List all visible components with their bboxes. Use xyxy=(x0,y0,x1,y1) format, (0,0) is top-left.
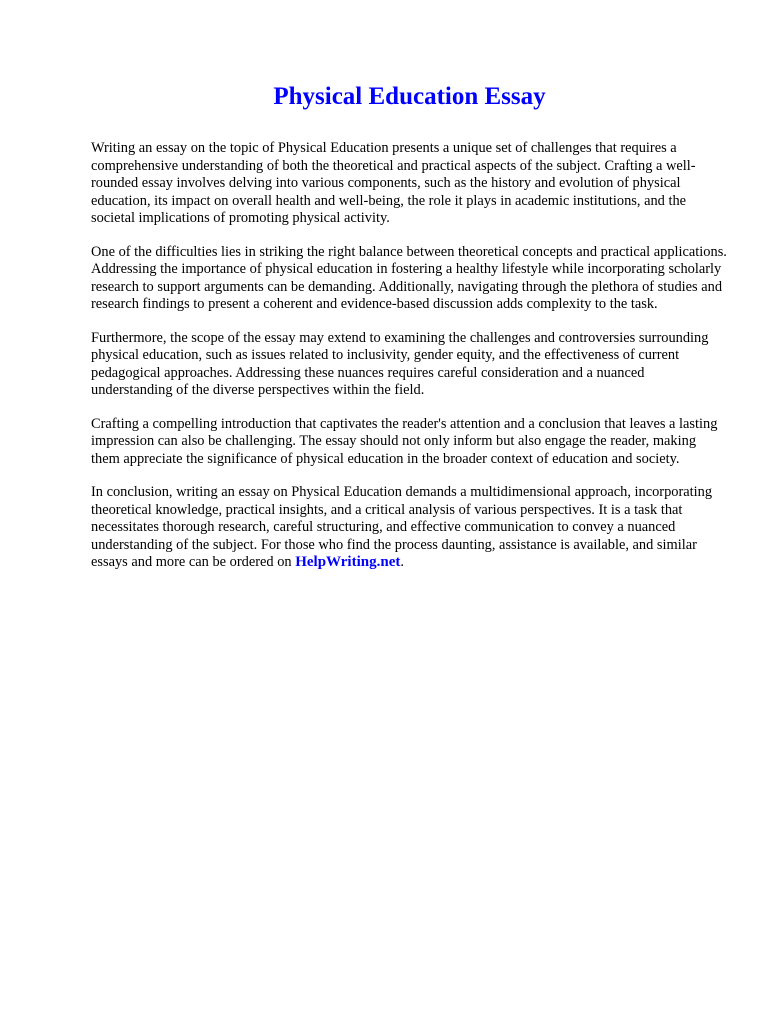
essay-body xyxy=(91,140,728,572)
paragraph-difficulties: One of the difficulties lies in striking the right balance between theoretical concepts and practical applications. Addressing the importance of physical education in fostering a healthy lifestyle while incorporating scholarly research to support arguments can be demanding. Additionally, navigating through the plethora of studies and research findings to present a coherent and evidence-based discussion adds complexity to the task. xyxy=(91,243,727,312)
conclusion-trailing: . xyxy=(400,554,404,570)
paragraph-conclusion xyxy=(91,484,728,572)
page-title: Physical Education Essay xyxy=(273,83,546,110)
paragraph-scope: Furthermore, the scope of the essay may extend to examining the challenges and controversies surrounding physical education, such as issues related to inclusivity, gender equity, and the effectiveness of current pedagogical approaches. Addressing these nuances requires careful consideration and a nuanced understanding of the diverse perspectives within the field. xyxy=(91,329,709,398)
conclusion-text: In conclusion, writing an essay on Physical Education demands a multidimensional approach, incorporating theoretical knowledge, practical insights, and a critical analysis of various perspectives. It is a task that necessitates thorough research, careful structuring, and effective communication to convey a nuanced understanding of the subject. For those who find the process daunting, assistance is available, and similar essays and more can be ordered on xyxy=(91,484,713,570)
helpwriting-link[interactable]: HelpWriting.net xyxy=(295,554,401,570)
paragraph-introduction-conclusion: Crafting a compelling introduction that captivates the reader's attention and a conclusion that leaves a lasting impression can also be challenging. The essay should not only inform but also engage the reader, making them appreciate the significance of physical education in the broader context of education and society. xyxy=(91,415,718,467)
paragraph-intro: Writing an essay on the topic of Physical Education presents a unique set of challenges that requires a comprehensive understanding of both the theoretical and practical aspects of the subject. Crafting a well-rounded essay involves delving into various components, such as the history and evolution of physical education, its impact on overall health and well-being, the role it plays in academic institutions, and the societal implications of promoting physical activity. xyxy=(91,140,696,226)
